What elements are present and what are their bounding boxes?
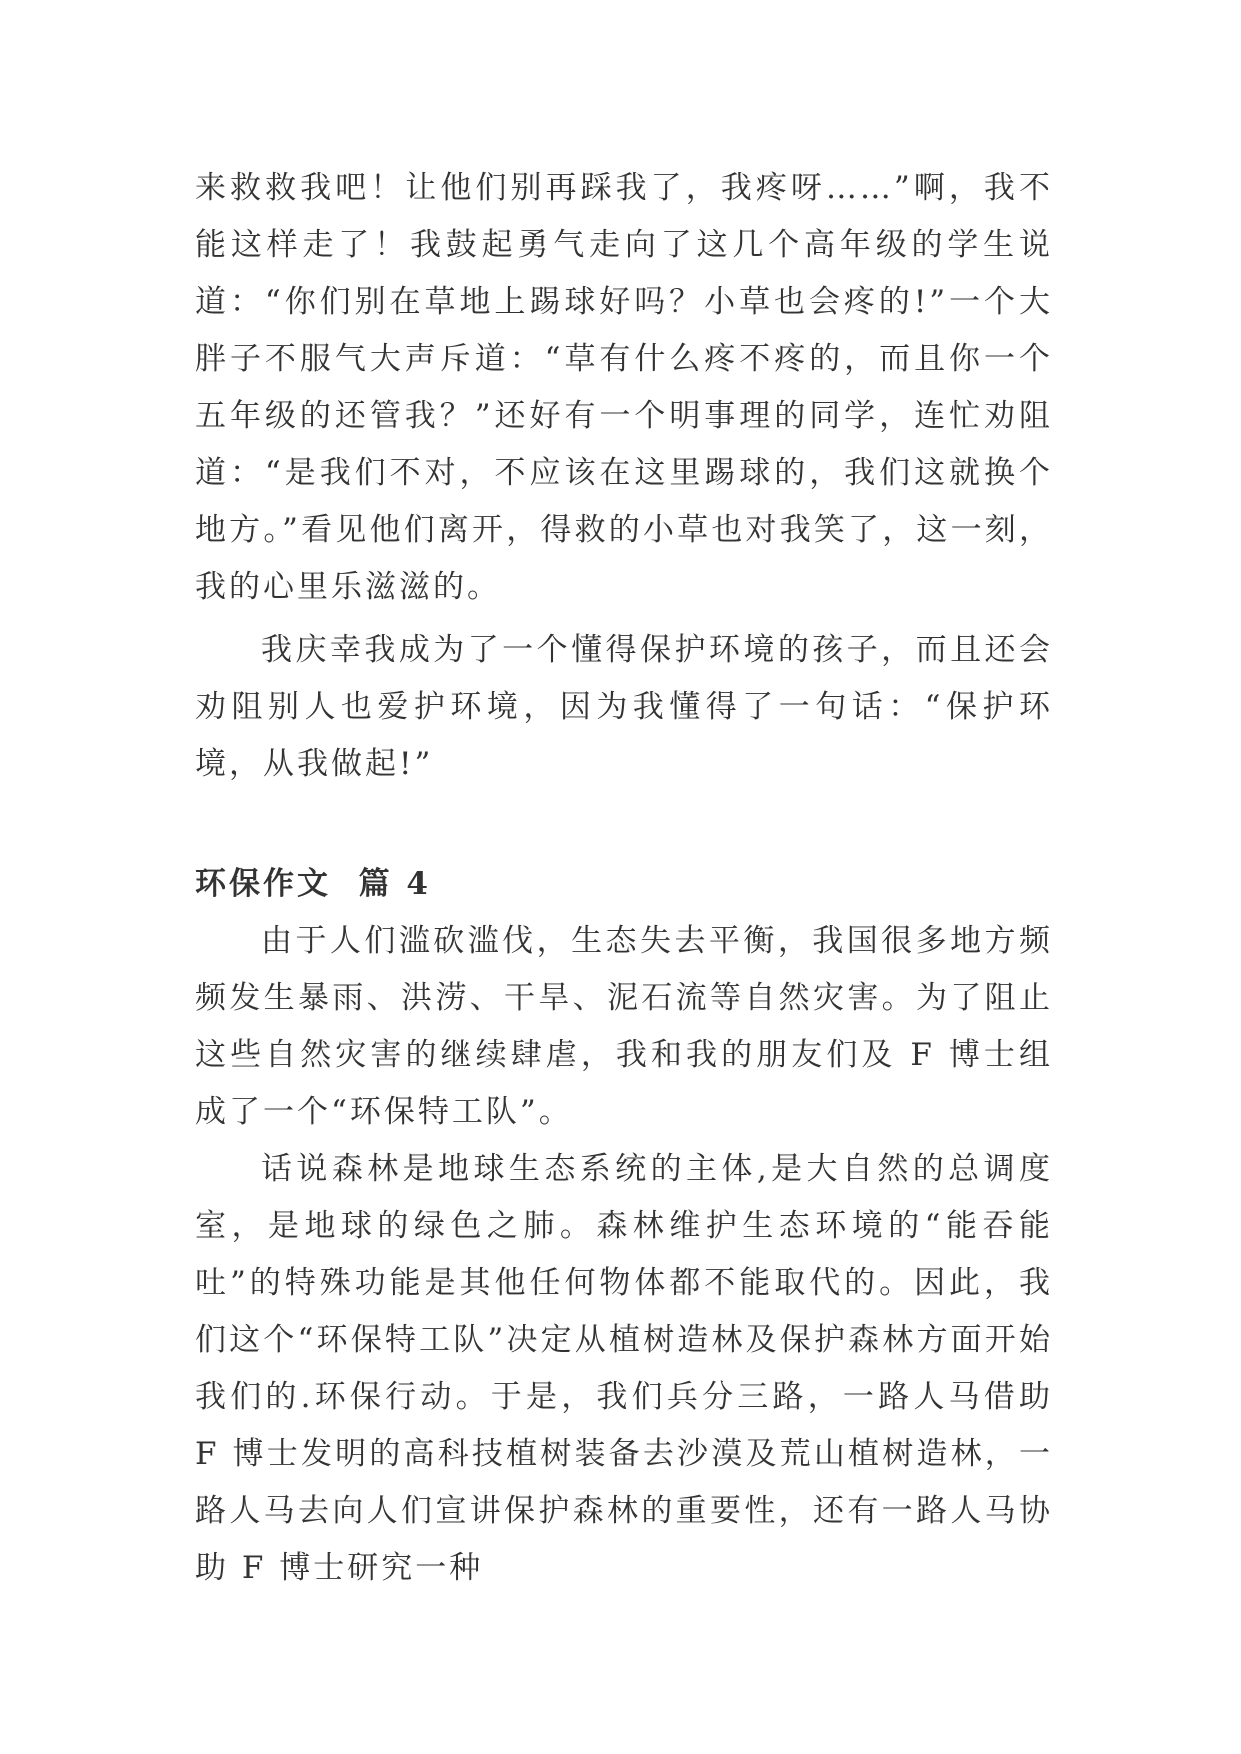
paragraph-forest: 话说森林是地球生态系统的主体,是大自然的总调度室，是地球的绿色之肺。森林维护生态环境的“能吞能吐”的特殊功能是其他任何物体都不能取代的。因此，我们这个“环保特工队”决定从植树造林及保护森林方面开始我们的.环保行动。于是，我们兵分三路，一路人马借助 F 博士发明的高科技植树装备去沙漠及荒山植树造林，一路人马去向人们宣讲保护森林的重要性，还有一路人马协助 F 博士研究一种 (195, 1151, 1053, 1586)
paragraph-continued: 来救救我吧！让他们别再踩我了，我疼呀……”啊，我不能这样走了！我鼓起勇气走向了这几个高年级的学生说道：“你们别在草地上踢球好吗？小草也会疼的!”一个大胖子不服气大声斥道：“草有什么疼不疼的，而且你一个五年级的还管我？”还好有一个明事理的同学，连忙劝阻道：“是我们不对，不应该在这里踢球的，我们这就换个地方。”看见他们离开，得救的小草也对我笑了，这一刻，我的心里乐滋滋的。 (195, 170, 1053, 605)
paragraph-intro: 由于人们滥砍滥伐，生态失去平衡，我国很多地方频频发生暴雨、洪涝、干旱、泥石流等自然灾害。为了阻止这些自然灾害的继续肆虐，我和我的朋友们及 F 博士组成了一个“环保特工队”。 (195, 923, 1053, 1130)
paragraph-conclusion: 我庆幸我成为了一个懂得保护环境的孩子，而且还会劝阻别人也爱护环境，因为我懂得了一句话：“保护环境，从我做起!” (195, 632, 1053, 782)
section-heading: 环保作文 篇 4 (195, 866, 431, 902)
